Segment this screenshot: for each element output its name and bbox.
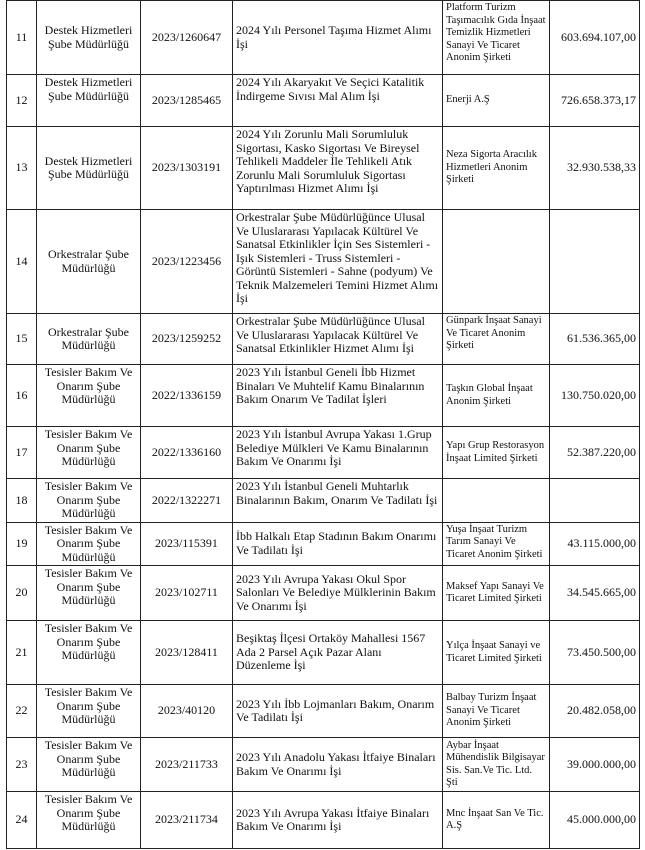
tender-id-cell: 2022/1336160 (141, 427, 233, 479)
company-cell (443, 210, 550, 314)
company-cell: Maksef Yapı Sanayi Ve Ticaret Limited Şirketi (443, 566, 550, 621)
table-row (7, 522, 640, 566)
department-cell: Tesisler Bakım Ve Onarım Şube Müdürlüğü (37, 738, 141, 792)
table-row (7, 566, 640, 621)
tender-title-cell: Beşiktaş İlçesi Ortaköy Mahallesi 1567 Ada 2 Parsel Açık Pazar Alanı Düzenleme İşi (233, 621, 443, 685)
tender-title-cell: İbb Halkalı Etap Stadının Bakım Onarımı Ve Tadilatı İşi (233, 522, 443, 566)
department-cell: Tesisler Bakım Ve Onarım Şube Müdürlüğü (37, 566, 141, 621)
row-number: 21 (7, 621, 37, 685)
company-cell: Platform Turizm Taşımacılık Gıda İnşaat Temizlik Hizmetleri Sanayi Ve Ticaret Anonim Şirketi (443, 1, 550, 75)
department-cell: Destek Hizmetleri Şube Müdürlüğü (37, 127, 141, 210)
amount-cell: 603.694.107,00 (550, 1, 640, 75)
table-row (7, 314, 640, 365)
amount-cell: 726.658.373,17 (550, 75, 640, 127)
row-number: 15 (7, 314, 37, 365)
department-cell: Orkestralar Şube Müdürlüğü (37, 314, 141, 365)
tender-id-cell: 2023/211733 (141, 738, 233, 792)
department-cell: Orkestralar Şube Müdürlüğü (37, 210, 141, 314)
tender-title-cell: 2023 Yılı Avrupa Yakası İtfaiye Binaları Bakım Ve Onarımı İşi (233, 792, 443, 849)
amount-cell: 32.930.538,33 (550, 127, 640, 210)
department-cell: Tesisler Bakım Ve Onarım Şube Müdürlüğü (37, 685, 141, 738)
tender-id-cell: 2023/1260647 (141, 1, 233, 75)
tender-title-cell: 2024 Yılı Akaryakıt Ve Seçici Katalitik İndirgeme Sıvısı Mal Alım İşi (233, 75, 443, 127)
row-number: 18 (7, 479, 37, 523)
tender-title-cell: 2023 Yılı İstanbul Geneli Muhtarlık Binalarının Bakım, Onarım Ve Tadilatı İşi (233, 479, 443, 523)
row-number: 14 (7, 210, 37, 314)
amount-cell: 45.000.000,00 (550, 792, 640, 849)
department-cell: Tesisler Bakım Ve Onarım Şube Müdürlüğü (37, 365, 141, 427)
tender-id-cell: 2023/102711 (141, 566, 233, 621)
amount-cell: 34.545.665,00 (550, 566, 640, 621)
table-row (7, 685, 640, 738)
company-cell: Neza Sigorta Aracılık Hizmetleri Anonim Şirketi (443, 127, 550, 210)
company-cell: Yapı Grup Restorasyon İnşaat Limited Şirketi (443, 427, 550, 479)
company-cell: Aybar İnşaat Mühendislik Bilgisayar Sis. San.Ve Tic. Ltd. Şti (443, 738, 550, 792)
amount-cell: 20.482.058,00 (550, 685, 640, 738)
tender-id-cell: 2023/1303191 (141, 127, 233, 210)
amount-cell: 39.000.000,00 (550, 738, 640, 792)
amount-cell (550, 479, 640, 523)
tender-id-cell: 2023/1223456 (141, 210, 233, 314)
tender-id-cell: 2023/1285465 (141, 75, 233, 127)
department-cell: Tesisler Bakım Ve Onarım Şube Müdürlüğü (37, 522, 141, 566)
amount-cell: 73.450.500,00 (550, 621, 640, 685)
row-number: 13 (7, 127, 37, 210)
tender-table (6, 0, 640, 849)
row-number: 23 (7, 738, 37, 792)
company-cell: Taşkın Global İnşaat Anonim Şirketi (443, 365, 550, 427)
tender-title-cell: 2023 Yılı Anadolu Yakası İtfaiye Binaları Bakım Ve Onarımı İşi (233, 738, 443, 792)
amount-cell (550, 210, 640, 314)
tender-id-cell: 2022/1322271 (141, 479, 233, 523)
row-number: 17 (7, 427, 37, 479)
tender-id-cell: 2023/1259252 (141, 314, 233, 365)
company-cell: Enerji A.Ş (443, 75, 550, 127)
amount-cell: 130.750.020,00 (550, 365, 640, 427)
table-row (7, 210, 640, 314)
department-cell: Tesisler Bakım Ve Onarım Şube Müdürlüğü (37, 479, 141, 523)
row-number: 24 (7, 792, 37, 849)
row-number: 16 (7, 365, 37, 427)
department-cell: Destek Hizmetleri Şube Müdürlüğü (37, 1, 141, 75)
table-body (7, 1, 640, 849)
tender-id-cell: 2023/211734 (141, 792, 233, 849)
tender-table-page (6, 0, 640, 849)
company-cell: Balbay Turizm İnşaat Sanayi Ve Ticaret Anonim Şirketi (443, 685, 550, 738)
table-row (7, 479, 640, 523)
table-row (7, 365, 640, 427)
company-cell: Yuşa İnşaat Turizm Tarım Sanayi Ve Ticaret Anonim Şirketi (443, 522, 550, 566)
tender-title-cell: Orkestralar Şube Müdürlüğünce Ulusal Ve Uluslararası Yapılacak Kültürel Ve Sanatsal Etkinlikler Hizmet Alımı İşi (233, 314, 443, 365)
row-number: 19 (7, 522, 37, 566)
department-cell: Tesisler Bakım Ve Onarım Şube Müdürlüğü (37, 621, 141, 685)
table-row (7, 621, 640, 685)
company-cell: Mnc İnşaat San Ve Tic. A.Ş (443, 792, 550, 849)
department-cell: Destek Hizmetleri Şube Müdürlüğü (37, 75, 141, 127)
table-row (7, 127, 640, 210)
row-number: 12 (7, 75, 37, 127)
department-cell: Tesisler Bakım Ve Onarım Şube Müdürlüğü (37, 792, 141, 849)
tender-title-cell: 2023 Yılı İstanbul Geneli İbb Hizmet Binaları Ve Muhtelif Kamu Binalarının Bakım Onarım Ve Tadilat İşleri (233, 365, 443, 427)
table-row (7, 75, 640, 127)
department-cell: Tesisler Bakım Ve Onarım Şube Müdürlüğü (37, 427, 141, 479)
company-cell: Yılça İnşaat Sanayi ve Ticaret Limited Şirketi (443, 621, 550, 685)
row-number: 11 (7, 1, 37, 75)
tender-id-cell: 2023/128411 (141, 621, 233, 685)
table-row (7, 427, 640, 479)
tender-id-cell: 2023/40120 (141, 685, 233, 738)
amount-cell: 43.115.000,00 (550, 522, 640, 566)
table-row (7, 1, 640, 75)
company-cell (443, 479, 550, 523)
tender-title-cell: 2024 Yılı Personel Taşıma Hizmet Alımı İşi (233, 1, 443, 75)
tender-title-cell: 2023 Yılı İbb Lojmanları Bakım, Onarım Ve Tadilatı İşi (233, 685, 443, 738)
tender-id-cell: 2023/115391 (141, 522, 233, 566)
amount-cell: 61.536.365,00 (550, 314, 640, 365)
tender-title-cell: 2023 Yılı Avrupa Yakası Okul Spor Salonları Ve Belediye Mülklerinin Bakım Ve Onarımı İşi (233, 566, 443, 621)
company-cell: Günpark İnşaat Sanayi Ve Ticaret Anonim Şirketi (443, 314, 550, 365)
amount-cell: 52.387.220,00 (550, 427, 640, 479)
row-number: 22 (7, 685, 37, 738)
row-number: 20 (7, 566, 37, 621)
table-row (7, 738, 640, 792)
tender-id-cell: 2022/1336159 (141, 365, 233, 427)
tender-title-cell: 2024 Yılı Zorunlu Mali Sorumluluk Sigortası, Kasko Sigortası Ve Bireysel Tehlikeli Maddeler İle Tehlikeli Atık Zorunlu Mali Sorumluluk Sigortası Yaptırılması Hizmet Alımı İşi (233, 127, 443, 210)
table-row (7, 792, 640, 849)
tender-title-cell: 2023 Yılı İstanbul Avrupa Yakası 1.Grup Belediye Mülkleri Ve Kamu Binalarının Bakım Ve Onarımı İşi (233, 427, 443, 479)
tender-title-cell: Orkestralar Şube Müdürlüğünce Ulusal Ve Uluslararası Yapılacak Kültürel Ve Sanatsal Etkinlikler İçin Ses Sistemleri - Işık Sistemleri - Truss Sistemleri - Görüntü Sistemleri - Sahne (podyum) Ve Teknik Malzemeleri Temini Hizmet Alımı İşi (233, 210, 443, 314)
